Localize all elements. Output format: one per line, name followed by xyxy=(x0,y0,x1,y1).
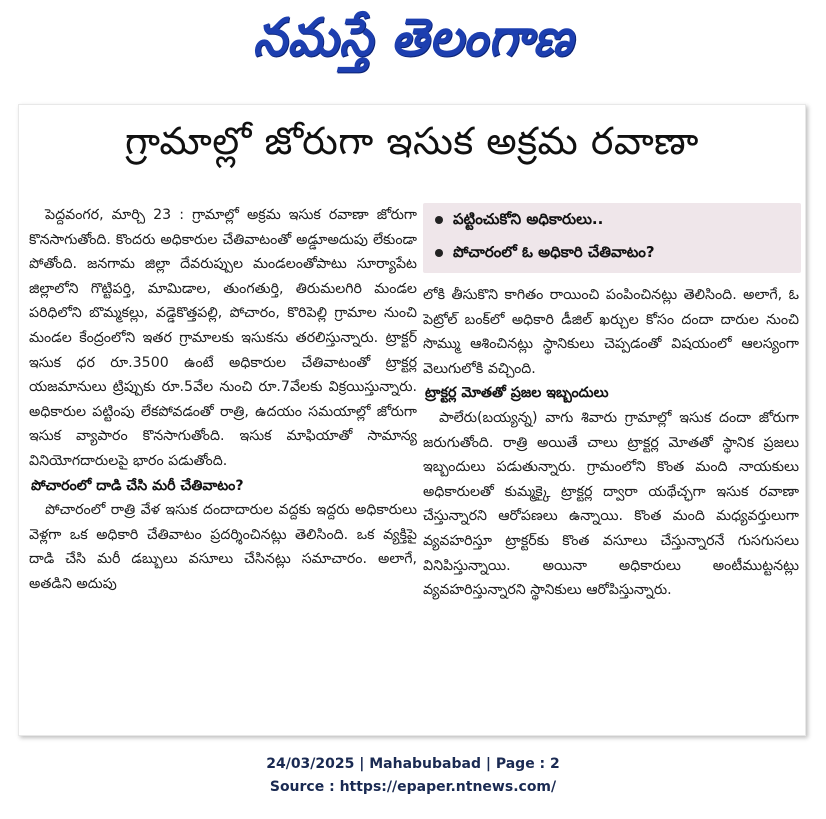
masthead xyxy=(0,0,826,92)
bullet-icon xyxy=(435,249,443,257)
article-headline: గ్రామాల్లో జోరుగా ఇసుక అక్రమ రవాణా xyxy=(125,119,699,163)
article-paragraph: పెద్దవంగర, మార్చి 23 : గ్రామాల్లో అక్రమ ఇసుక రవాణా జోరుగా కొనసాగుతోంది. కొందరు అధికారుల చేతివాటంతో అడ్డూఅదుపు లేకుండా పోతోంది. జనగామ జిల్లా దేవరుప్పుల మండలంతోపాటు సూర్యాపేట జిల్లాలోని గొట్టిపర్తి, మామిడాల, తుంగతుర్తి, తిరుమలగిరి మండల పరిధిలోని బొమ్మకల్లు, వడ్డెకొత్తపల్లి, పోచారం, కొరిపెల్లి గ్రామాల నుంచి మండల కేంద్రంలోని ఇతర గ్రామాలకు ఇసుకను తరలిస్తున్నారు. ట్రాక్టర్ ఇసుక ధర రూ.3500 ఉంటే అధికారుల చేతివాటంతో ట్రాక్టర్ల యజమానులు ట్రిప్పుకు రూ.5వేల నుంచి రూ.7వేలకు విక్రయిస్తున్నారు. అధికారుల పట్టింపు లేకపోవడంతో రాత్రి, ఉదయం సమయాల్లో జోరుగా ఇసుక వ్యాపారం కొనసాగుతోంది. ఇసుక మాఫియాతో సామాన్య వినియోగదారులపై భారం పడుతోంది. xyxy=(29,207,417,469)
footer-date-edition: 24/03/2025 | Mahabubabad | Page : 2 xyxy=(266,756,560,772)
highlight-text: పట్టించుకోని అధికారులు.. xyxy=(453,210,604,228)
news-article xyxy=(18,104,806,736)
footer-source: Source : https://epaper.ntnews.com/ xyxy=(269,779,557,795)
article-paragraph: లోకి తీసుకొని కాగితం రాయించి పంపించినట్లు తెలిసింది. అలాగే, ఓ పెట్రోల్ బంక్‌లో అధికారి డీజిల్ ఖర్చుల కోసం దందా దారుల నుంచి సొమ్ము ఆశించినట్లు స్థానికులు చెప్పడంతో విషయంలో ఆలస్యంగా వెలుగులోకి వచ్చింది. xyxy=(423,287,799,377)
article-paragraph: పాలేరు(బయ్యన్న) వాగు శివారు గ్రామాల్లో ఇసుక దందా జోరుగా జరుగుతోంది. రాత్రి అయితే చాలు ట్రాక్టర్ల మోతతో స్థానిక ప్రజలు ఇబ్బందులు పడుతున్నారు. గ్రామంలోని కొంత మంది నాయకులు అధికారులతో కుమ్మక్కై ట్రాక్టర్ల ద్వారా యథేచ్ఛగా ఇసుక రవాణా చేస్తున్నారని ఆరోపణలు ఉన్నాయి. కొంత మంది మధ్యవర్తులుగా వ్యవహరిస్తూ ట్రాక్టర్‌కు కొంత వసూలు చేస్తున్నారనే గుసగుసలు వినిపిస్తున్నాయి. అయినా అధికారులు అంటీముట్టనట్లు వ్యవహరిస్తున్నారని స్థానికులు ఆరోపిస్తున్నారు. xyxy=(423,409,799,599)
highlight-text: పోచారంలో ఓ అధికారి చేతివాటం? xyxy=(453,243,655,261)
article-subheading: పోచారంలో దాడి చేసి మరీ చేతివాటం? xyxy=(31,477,244,494)
article-paragraph: పోచారంలో రాత్రి వేళ ఇసుక దందాదారుల వద్దకు ఇద్దరు అధికారులు వెళ్లగా ఒక అధికారి చేతివాటం ప్రదర్శించినట్లు తెలిసింది. ఒక వ్యక్తిపై దాడి చేసి మరీ డబ్బులు వసూలు చేసినట్లు సమాచారం. అలాగే, అతడిని అదుపు xyxy=(29,502,417,592)
highlight-item xyxy=(423,236,801,269)
article-left-column xyxy=(29,203,417,728)
newspaper-logo: నమస్తే తెలంగాణ xyxy=(252,8,574,68)
highlight-item xyxy=(423,203,801,236)
article-right-column xyxy=(423,283,799,723)
highlights-box xyxy=(423,203,801,273)
bullet-icon xyxy=(435,216,443,224)
article-subheading: ట్రాక్టర్ల మోతతో ప్రజల ఇబ్బందులు xyxy=(425,385,609,402)
